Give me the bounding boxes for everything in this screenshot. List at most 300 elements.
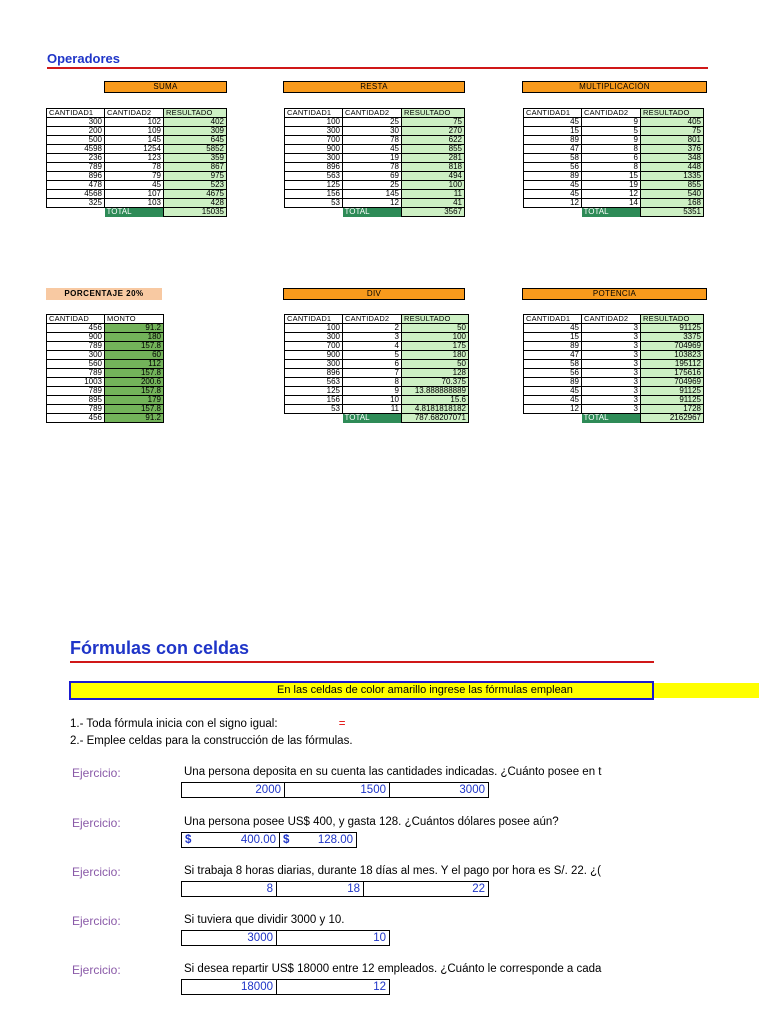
cantidad-cell: 789 (47, 405, 105, 414)
table-row (285, 360, 469, 369)
resultado-cell: 103823 (641, 351, 704, 360)
monto-cell: 157.8 (105, 405, 164, 414)
table-row (285, 324, 469, 333)
cantidad1-cell: 4568 (47, 190, 105, 199)
table-row (524, 369, 704, 378)
table-row (47, 199, 227, 208)
cantidad1-cell: 900 (285, 351, 343, 360)
table-row (47, 351, 164, 360)
cantidad2-cell: 3 (582, 387, 641, 396)
exercise-2-value-2: 128.00 (317, 834, 353, 846)
exercise-1-cell-2[interactable]: 1500 (284, 782, 390, 798)
monto-cell: 112 (105, 360, 164, 369)
note-2: 2.- Emplee celdas para la construcción de las fórmulas. (70, 735, 353, 747)
title-underline (47, 67, 708, 69)
cantidad2-cell: 2 (343, 324, 402, 333)
monto-cell: 157.8 (105, 342, 164, 351)
resultado-cell: 175 (402, 342, 469, 351)
cantidad1-cell: 89 (524, 378, 582, 387)
resultado-cell: 180 (402, 351, 469, 360)
cantidad-cell: 789 (47, 342, 105, 351)
cantidad-cell: 560 (47, 360, 105, 369)
cantidad1-cell: 896 (285, 163, 343, 172)
exercise-label: Ejercicio: (72, 816, 121, 830)
resultado-cell: 1335 (641, 172, 704, 181)
cantidad1-cell: 45 (524, 324, 582, 333)
exercise-label: Ejercicio: (72, 914, 121, 928)
cantidad2-cell: 19 (343, 154, 402, 163)
cantidad1-cell: 156 (285, 190, 343, 199)
cantidad2-cell: 9 (582, 118, 641, 127)
table-row (47, 333, 164, 342)
cantidad2-cell: 9 (343, 387, 402, 396)
cantidad2-cell: 14 (582, 199, 641, 208)
resultado-cell: 448 (641, 163, 704, 172)
equal-sign: = (338, 718, 346, 730)
table-row (285, 378, 469, 387)
resultado-cell: 41 (402, 199, 465, 208)
exercise-2-value-1: 400.00 (240, 834, 276, 846)
cantidad1-cell: 12 (524, 405, 582, 414)
resultado-cell: 359 (164, 154, 227, 163)
header-cantidad1: CANTIDAD1 (524, 315, 582, 324)
table-row (47, 118, 227, 127)
cantidad2-cell: 102 (105, 118, 164, 127)
instruction-banner: En las celdas de color amarillo ingrese las fórmulas emplean (69, 681, 654, 700)
cantidad1-cell: 53 (285, 199, 343, 208)
cantidad2-cell: 3 (582, 405, 641, 414)
total-label: TOTAL (582, 208, 641, 217)
table-row (285, 127, 465, 136)
suma-header: SUMA (104, 81, 227, 93)
cantidad1-cell: 12 (524, 199, 582, 208)
cantidad-cell: 1003 (47, 378, 105, 387)
table-row (47, 405, 164, 414)
resultado-cell: 270 (402, 127, 465, 136)
resultado-cell: 175616 (641, 369, 704, 378)
table-row (285, 136, 465, 145)
table-row (285, 387, 469, 396)
resultado-cell: 5852 (164, 145, 227, 154)
cantidad2-cell: 12 (582, 190, 641, 199)
table-row (47, 369, 164, 378)
resultado-cell: 91125 (641, 396, 704, 405)
table-row (524, 342, 704, 351)
resultado-cell: 405 (641, 118, 704, 127)
exercise-2-cell-2[interactable] (279, 832, 357, 848)
table-row (47, 136, 227, 145)
resultado-cell: 975 (164, 172, 227, 181)
header-resultado: RESULTADO (402, 315, 469, 324)
cantidad2-cell: 9 (582, 136, 641, 145)
currency-symbol: $ (283, 834, 290, 846)
monto-cell: 179 (105, 396, 164, 405)
exercise-label: Ejercicio: (72, 766, 121, 780)
cantidad2-cell: 45 (343, 145, 402, 154)
cantidad1-cell: 563 (285, 378, 343, 387)
cantidad1-cell: 236 (47, 154, 105, 163)
total-label: TOTAL (582, 414, 641, 423)
table-row (47, 163, 227, 172)
cantidad2-cell: 123 (105, 154, 164, 163)
table-row (47, 172, 227, 181)
resultado-cell: 75 (641, 127, 704, 136)
cantidad-cell: 300 (47, 351, 105, 360)
cantidad2-cell: 3 (582, 324, 641, 333)
table-row (524, 172, 704, 181)
cantidad1-cell: 100 (285, 118, 343, 127)
table-row (524, 136, 704, 145)
cantidad-cell: 456 (47, 414, 105, 423)
exercise-3-question: Si trabaja 8 horas diarias, durante 18 días al mes. Y el pago por hora es S/. 22. ¿( (184, 865, 602, 877)
cantidad1-cell: 56 (524, 163, 582, 172)
cantidad2-cell: 5 (582, 127, 641, 136)
exercise-2-cell-1[interactable] (181, 832, 280, 848)
resultado-cell: 100 (402, 333, 469, 342)
table-row (524, 360, 704, 369)
header-resultado: RESULTADO (641, 109, 704, 118)
resultado-cell: 855 (402, 145, 465, 154)
cantidad2-cell: 8 (582, 145, 641, 154)
total-value: 15035 (164, 208, 227, 217)
cantidad1-cell: 100 (285, 324, 343, 333)
cantidad1-cell: 89 (524, 172, 582, 181)
table-row (47, 181, 227, 190)
resta-header: RESTA (283, 81, 465, 93)
cantidad2-cell: 25 (343, 118, 402, 127)
cantidad2-cell: 8 (582, 163, 641, 172)
cantidad2-cell: 30 (343, 127, 402, 136)
table-row (47, 190, 227, 199)
cantidad2-cell: 10 (343, 396, 402, 405)
resta-table (284, 108, 465, 217)
cantidad2-cell: 6 (343, 360, 402, 369)
resultado-cell: 281 (402, 154, 465, 163)
cantidad2-cell: 4 (343, 342, 402, 351)
table-row (524, 163, 704, 172)
cantidad2-cell: 3 (582, 369, 641, 378)
cantidad1-cell: 156 (285, 396, 343, 405)
currency-symbol: $ (185, 834, 192, 846)
exercise-5-cell-2[interactable]: 12 (276, 979, 390, 995)
multiplicacion-table (523, 108, 704, 217)
resultado-cell: 50 (402, 360, 469, 369)
resultado-cell: 428 (164, 199, 227, 208)
table-row (47, 127, 227, 136)
header-resultado: RESULTADO (641, 315, 704, 324)
table-row (524, 333, 704, 342)
resultado-cell: 195112 (641, 360, 704, 369)
exercise-label: Ejercicio: (72, 963, 121, 977)
exercise-4-question: Si tuviera que dividir 3000 y 10. (184, 914, 345, 926)
monto-cell: 180 (105, 333, 164, 342)
potencia-table (523, 314, 704, 423)
table-row (285, 351, 469, 360)
table-row (47, 414, 164, 423)
cantidad2-cell: 79 (105, 172, 164, 181)
resultado-cell: 91125 (641, 324, 704, 333)
table-row (524, 190, 704, 199)
note-1 (70, 718, 345, 730)
exercise-4-cell-1[interactable]: 3000 (181, 930, 277, 946)
resultado-cell: 4675 (164, 190, 227, 199)
monto-cell: 91.2 (105, 414, 164, 423)
table-row (524, 351, 704, 360)
section-title-operadores: Operadores (47, 51, 120, 66)
header-resultado: RESULTADO (402, 109, 465, 118)
total-value: 3567 (402, 208, 465, 217)
cantidad1-cell: 700 (285, 342, 343, 351)
cantidad2-cell: 25 (343, 181, 402, 190)
cantidad1-cell: 4598 (47, 145, 105, 154)
empty-cell (524, 208, 582, 217)
resultado-cell: 540 (641, 190, 704, 199)
resultado-cell: 523 (164, 181, 227, 190)
table-row (285, 333, 469, 342)
resultado-cell: 168 (641, 199, 704, 208)
title-underline (70, 661, 654, 663)
cantidad1-cell: 896 (285, 369, 343, 378)
resultado-cell: 3375 (641, 333, 704, 342)
total-value: 787.68207071 (402, 414, 469, 423)
resultado-cell: 855 (641, 181, 704, 190)
cantidad1-cell: 300 (285, 360, 343, 369)
cantidad1-cell: 58 (524, 360, 582, 369)
porcentaje-table (46, 314, 164, 423)
header-cantidad: CANTIDAD (47, 315, 105, 324)
cantidad2-cell: 5 (343, 351, 402, 360)
resultado-cell: 70.375 (402, 378, 469, 387)
empty-cell (285, 414, 343, 423)
resultado-cell: 704969 (641, 378, 704, 387)
suma-table (46, 108, 227, 217)
cantidad2-cell: 69 (343, 172, 402, 181)
table-row (285, 199, 465, 208)
section-title-formulas: Fórmulas con celdas (70, 638, 250, 658)
total-row (524, 414, 704, 423)
cantidad2-cell: 45 (105, 181, 164, 190)
resultado-cell: 645 (164, 136, 227, 145)
table-row (285, 342, 469, 351)
table-row (524, 405, 704, 414)
cantidad1-cell: 45 (524, 387, 582, 396)
div-table (284, 314, 469, 423)
resultado-cell: 348 (641, 154, 704, 163)
cantidad2-cell: 6 (582, 154, 641, 163)
table-row (524, 145, 704, 154)
header-cantidad1: CANTIDAD1 (524, 109, 582, 118)
cantidad1-cell: 500 (47, 136, 105, 145)
header-cantidad1: CANTIDAD1 (285, 109, 343, 118)
cantidad2-cell: 7 (343, 369, 402, 378)
header-cantidad2: CANTIDAD2 (582, 315, 641, 324)
exercise-5-cell-1[interactable]: 18000 (181, 979, 277, 995)
cantidad2-cell: 12 (343, 199, 402, 208)
header-cantidad2: CANTIDAD2 (343, 315, 402, 324)
table-row (285, 405, 469, 414)
resultado-cell: 128 (402, 369, 469, 378)
empty-cell (524, 414, 582, 423)
total-label: TOTAL (105, 208, 164, 217)
exercise-1-question: Una persona deposita en su cuenta las cantidades indicadas. ¿Cuánto posee en t (184, 766, 602, 778)
cantidad2-cell: 3 (582, 333, 641, 342)
table-row (47, 396, 164, 405)
cantidad1-cell: 478 (47, 181, 105, 190)
total-row (524, 208, 704, 217)
cantidad1-cell: 58 (524, 154, 582, 163)
header-cantidad1: CANTIDAD1 (285, 315, 343, 324)
cantidad2-cell: 3 (582, 378, 641, 387)
monto-cell: 60 (105, 351, 164, 360)
cantidad2-cell: 78 (343, 163, 402, 172)
cantidad2-cell: 109 (105, 127, 164, 136)
table-row (47, 342, 164, 351)
cantidad1-cell: 300 (285, 127, 343, 136)
cantidad1-cell: 125 (285, 387, 343, 396)
resultado-cell: 91125 (641, 387, 704, 396)
monto-cell: 157.8 (105, 369, 164, 378)
table-row (47, 378, 164, 387)
header-cantidad2: CANTIDAD2 (343, 109, 402, 118)
table-row (524, 199, 704, 208)
monto-cell: 157.8 (105, 387, 164, 396)
total-value: 2162967 (641, 414, 704, 423)
cantidad2-cell: 78 (105, 163, 164, 172)
cantidad2-cell: 145 (343, 190, 402, 199)
table-row (285, 172, 465, 181)
monto-cell: 91.2 (105, 324, 164, 333)
empty-cell (285, 208, 343, 217)
resultado-cell: 622 (402, 136, 465, 145)
monto-cell: 200.6 (105, 378, 164, 387)
table-row (285, 181, 465, 190)
porcentaje-header: PORCENTAJE 20% (46, 288, 162, 300)
cantidad2-cell: 145 (105, 136, 164, 145)
resultado-cell: 15.6 (402, 396, 469, 405)
resultado-cell: 50 (402, 324, 469, 333)
table-row (285, 154, 465, 163)
cantidad1-cell: 47 (524, 145, 582, 154)
exercise-3-cell-3[interactable]: 22 (363, 881, 489, 897)
cantidad2-cell: 1254 (105, 145, 164, 154)
cantidad1-cell: 53 (285, 405, 343, 414)
table-row (524, 324, 704, 333)
exercise-1-cell-3[interactable]: 3000 (389, 782, 489, 798)
cantidad1-cell: 45 (524, 190, 582, 199)
cantidad2-cell: 78 (343, 136, 402, 145)
total-label: TOTAL (343, 414, 402, 423)
cantidad1-cell: 896 (47, 172, 105, 181)
header-cantidad1: CANTIDAD1 (47, 109, 105, 118)
resultado-cell: 867 (164, 163, 227, 172)
table-row (47, 360, 164, 369)
banner-overflow (654, 683, 759, 698)
total-row (47, 208, 227, 217)
cantidad1-cell: 900 (285, 145, 343, 154)
table-row (524, 181, 704, 190)
table-row (285, 163, 465, 172)
cantidad1-cell: 563 (285, 172, 343, 181)
total-row (285, 414, 469, 423)
exercise-3-cell-2[interactable]: 18 (276, 881, 364, 897)
table-row (524, 154, 704, 163)
table-row (47, 387, 164, 396)
empty-cell (47, 208, 105, 217)
table-row (524, 387, 704, 396)
cantidad2-cell: 3 (582, 360, 641, 369)
cantidad1-cell: 789 (47, 163, 105, 172)
resultado-cell: 376 (641, 145, 704, 154)
cantidad-cell: 789 (47, 387, 105, 396)
exercise-5-question: Si desea repartir US$ 18000 entre 12 empleados. ¿Cuánto le corresponde a cada (184, 963, 602, 975)
cantidad-cell: 895 (47, 396, 105, 405)
cantidad2-cell: 3 (343, 333, 402, 342)
exercise-1-cell-1[interactable]: 2000 (181, 782, 285, 798)
resultado-cell: 100 (402, 181, 465, 190)
table-row (285, 145, 465, 154)
cantidad1-cell: 56 (524, 369, 582, 378)
cantidad1-cell: 700 (285, 136, 343, 145)
table-row (47, 154, 227, 163)
cantidad2-cell: 107 (105, 190, 164, 199)
table-row (524, 378, 704, 387)
cantidad2-cell: 103 (105, 199, 164, 208)
cantidad-cell: 456 (47, 324, 105, 333)
cantidad1-cell: 300 (47, 118, 105, 127)
cantidad1-cell: 47 (524, 351, 582, 360)
cantidad1-cell: 45 (524, 396, 582, 405)
cantidad1-cell: 200 (47, 127, 105, 136)
exercise-3-cell-1[interactable]: 8 (181, 881, 277, 897)
cantidad1-cell: 125 (285, 181, 343, 190)
cantidad1-cell: 15 (524, 127, 582, 136)
cantidad1-cell: 325 (47, 199, 105, 208)
table-row (285, 118, 465, 127)
table-row (285, 396, 469, 405)
cantidad-cell: 900 (47, 333, 105, 342)
table-row (47, 324, 164, 333)
cantidad1-cell: 89 (524, 136, 582, 145)
multiplicacion-header: MULTIPLICACIÓN (522, 81, 707, 93)
exercise-4-cell-2[interactable]: 10 (276, 930, 390, 946)
cantidad2-cell: 19 (582, 181, 641, 190)
resultado-cell: 494 (402, 172, 465, 181)
table-row (524, 127, 704, 136)
resultado-cell: 309 (164, 127, 227, 136)
resultado-cell: 801 (641, 136, 704, 145)
cantidad1-cell: 300 (285, 333, 343, 342)
resultado-cell: 13.888888889 (402, 387, 469, 396)
exercise-2-question: Una persona posee US$ 400, y gasta 128. ¿Cuántos dólares posee aún? (184, 816, 559, 828)
cantidad1-cell: 45 (524, 118, 582, 127)
cantidad2-cell: 3 (582, 342, 641, 351)
table-row (285, 190, 465, 199)
cantidad2-cell: 3 (582, 396, 641, 405)
resultado-cell: 4.8181818182 (402, 405, 469, 414)
cantidad-cell: 789 (47, 369, 105, 378)
total-row (285, 208, 465, 217)
table-row (524, 396, 704, 405)
resultado-cell: 1728 (641, 405, 704, 414)
resultado-cell: 818 (402, 163, 465, 172)
total-label: TOTAL (343, 208, 402, 217)
cantidad2-cell: 8 (343, 378, 402, 387)
resultado-cell: 75 (402, 118, 465, 127)
table-row (524, 118, 704, 127)
header-cantidad2: CANTIDAD2 (582, 109, 641, 118)
resultado-cell: 704969 (641, 342, 704, 351)
potencia-header: POTENCIA (522, 288, 707, 300)
